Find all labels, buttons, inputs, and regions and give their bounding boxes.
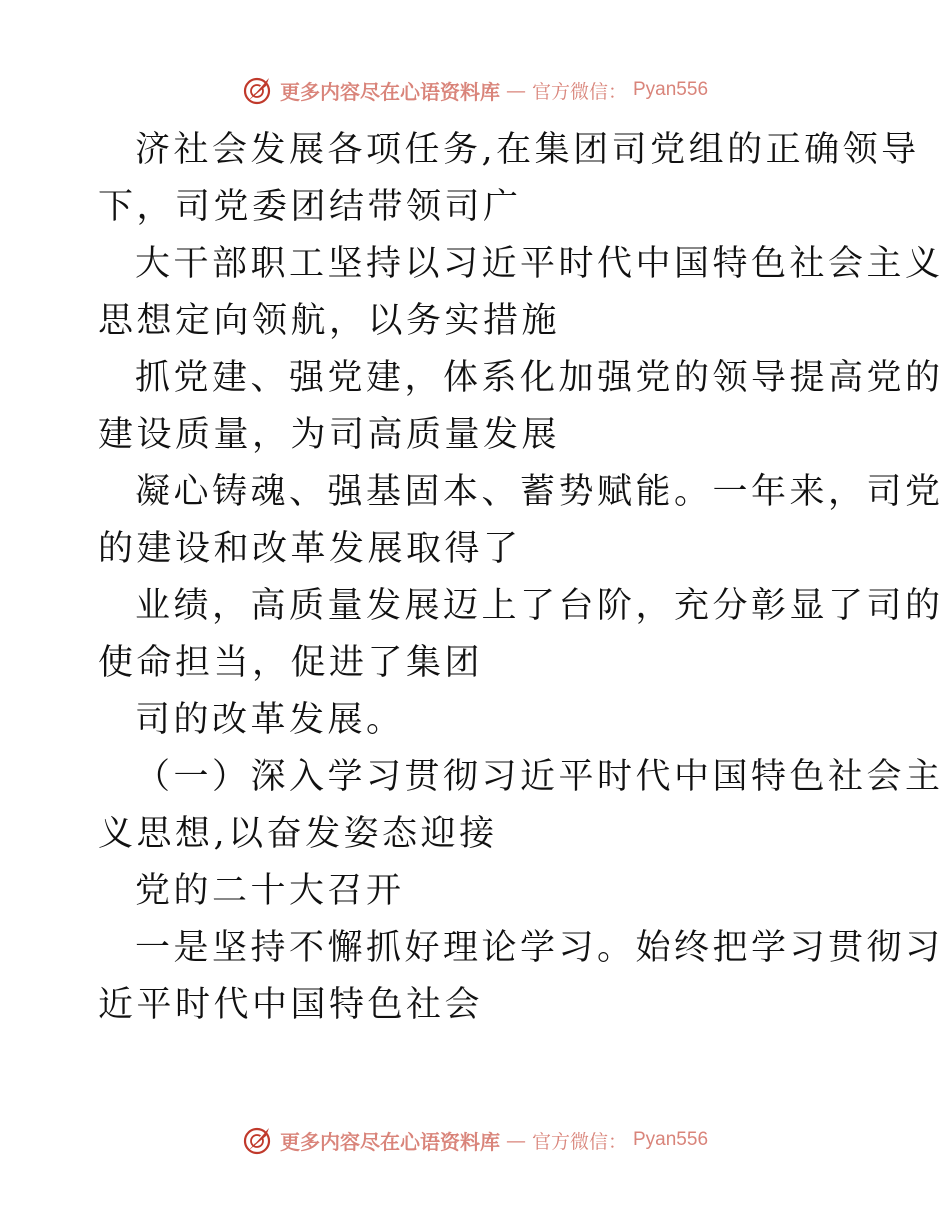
paragraph: [98, 464, 944, 578]
paragraph-line: 司的改革发展。: [135, 700, 405, 740]
paragraph: [98, 350, 944, 464]
paragraph: [98, 692, 858, 749]
paragraph-line: 凝心铸魂、强基固本、蓄势赋能。一年来，司党: [135, 472, 944, 512]
quill-logo-icon: [242, 1124, 274, 1156]
watermark-header: [0, 70, 950, 110]
paragraph-line: 义思想,以奋发姿态迎接: [98, 814, 498, 854]
watermark-wechat-id: Pyan556: [633, 1129, 709, 1150]
paragraph-line: 建设质量，为司高质量发展: [98, 415, 561, 455]
paragraph-line: 下，司党委团结带领司广: [98, 187, 522, 227]
paragraph-line: 党的二十大召开: [135, 871, 405, 911]
paragraph: [98, 236, 944, 350]
watermark-footer: [0, 1120, 950, 1160]
watermark-label: 官方微信：: [531, 80, 627, 103]
document-body: [98, 122, 944, 1034]
paragraph: [98, 122, 920, 236]
watermark-brand: 更多内容尽在心语资料库: [279, 79, 500, 104]
watermark-label: 官方微信：: [531, 1130, 627, 1153]
paragraph: [98, 920, 944, 1034]
paragraph-line: 一是坚持不懈抓好理论学习。始终把学习贯彻习: [135, 928, 944, 968]
paragraph-line: 济社会发展各项任务,在集团司党组的正确领导: [135, 130, 920, 170]
paragraph-line: 大干部职工坚持以习近平时代中国特色社会主义: [135, 244, 944, 284]
paragraph-line: （一）深入学习贯彻习近平时代中国特色社会主: [135, 757, 944, 797]
watermark-brand: 更多内容尽在心语资料库: [279, 1129, 500, 1154]
quill-logo-icon: [242, 74, 274, 106]
paragraph-line: 业绩，高质量发展迈上了台阶，充分彰显了司的: [135, 586, 944, 626]
paragraph-line: 思想定向领航，以务实措施: [98, 301, 561, 341]
watermark-separator: —: [505, 1128, 526, 1152]
paragraph-line: 的建设和改革发展取得了: [98, 529, 522, 569]
paragraph: [98, 578, 944, 692]
watermark-wechat-id: Pyan556: [633, 79, 709, 100]
watermark-separator: —: [505, 78, 526, 102]
paragraph-line: 近平时代中国特色社会: [98, 985, 484, 1025]
section-heading: [98, 749, 944, 863]
section-heading: [98, 863, 858, 920]
paragraph-line: 抓党建、强党建，体系化加强党的领导提高党的: [135, 358, 944, 398]
paragraph-line: 使命担当，促进了集团: [98, 643, 484, 683]
